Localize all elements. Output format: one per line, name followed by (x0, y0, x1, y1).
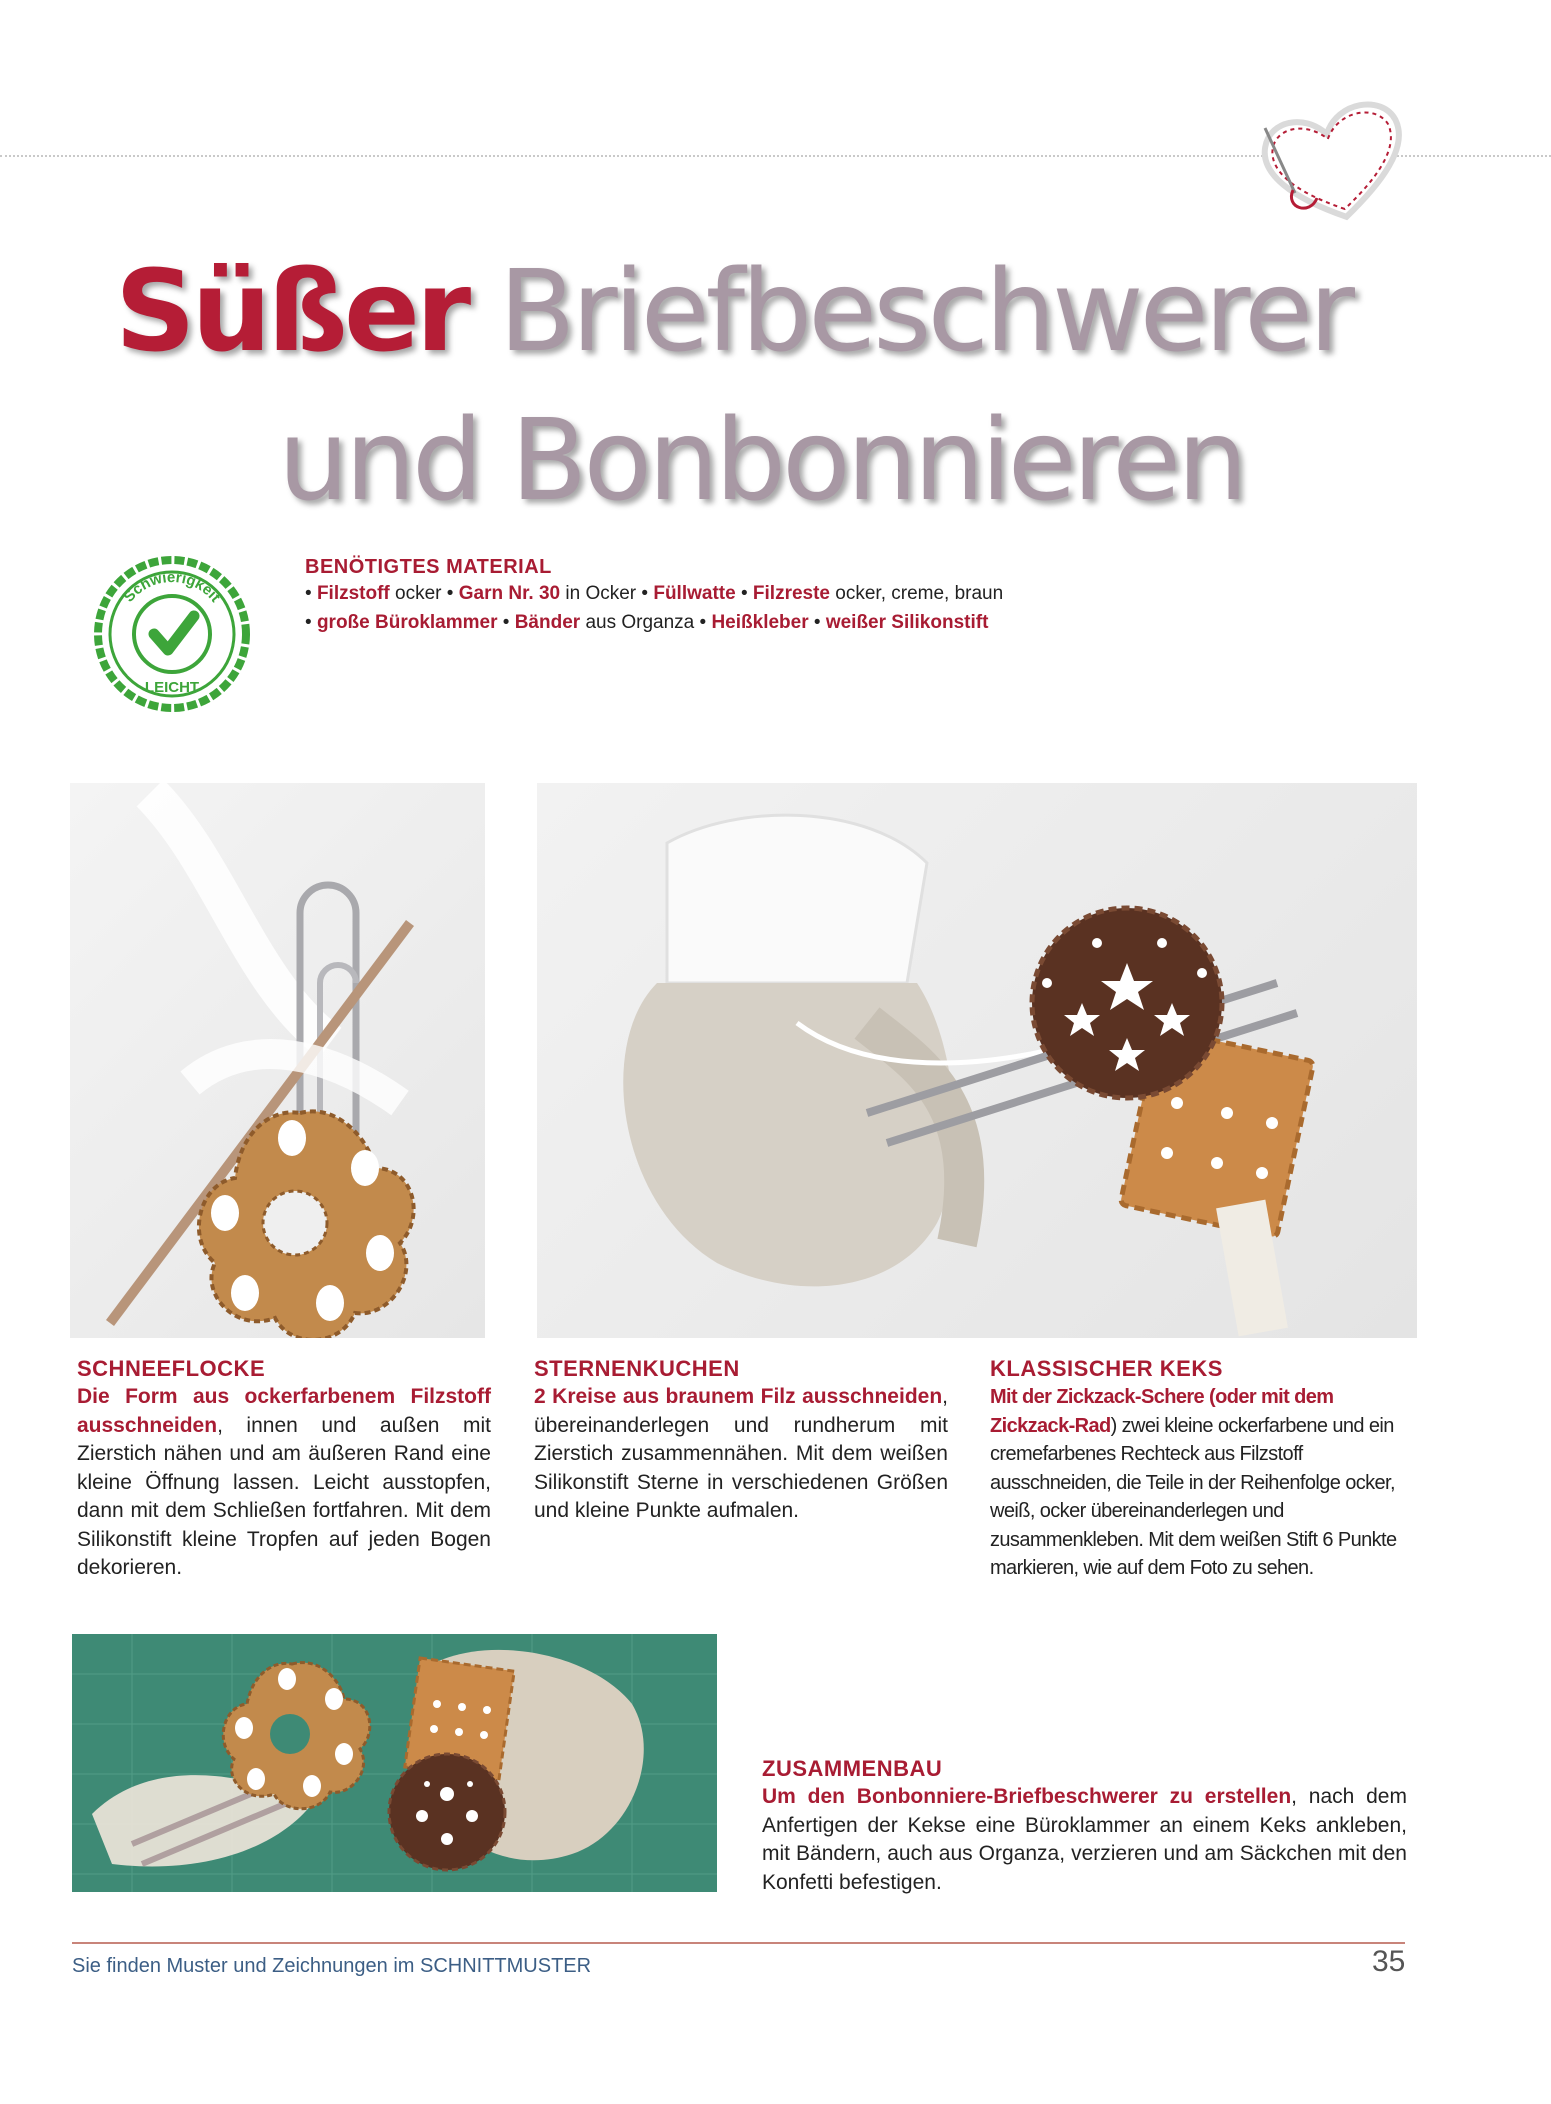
heart-needle-icon (1255, 98, 1415, 228)
sternenkuchen-heading: STERNENKUCHEN (534, 1356, 740, 1381)
material-line2-segment: aus Organza • (580, 612, 712, 633)
material-line2-segment: Heißkleber (711, 612, 809, 633)
material-line1-segment: Füllwatte (653, 583, 736, 604)
material-line1-segment: Garn Nr. 30 (458, 583, 561, 604)
material-line-2 (305, 608, 1455, 637)
keks-heading: KLASSISCHER KEKS (990, 1356, 1223, 1381)
section-klassischer-keks (990, 1355, 1408, 1583)
page-title-line-2: und Bonbonnieren (278, 396, 1245, 526)
material-line2-segment: Bänder (514, 612, 581, 633)
schneeflocke-body: , innen und außen mit Zierstich nähen und am äußeren Rand eine kleine Öffnung lassen. Leicht ausstopfen, dann mit dem Schließen fortfahren. Mit dem Silikonstift kleine Tropfen auf jeden Bogen dekorieren. (77, 1413, 491, 1579)
schneeflocke-text (77, 1383, 491, 1583)
section-zusammenbau (762, 1755, 1407, 1897)
title-word-grey: Briefbeschwerer (498, 247, 1352, 377)
material-line2-segment: große Büroklammer (316, 612, 498, 633)
page-number: 35 (1372, 1945, 1406, 1978)
material-line1-segment: in Ocker • (560, 583, 654, 604)
zusammenbau-lead: Um den Bonbonniere-Briefbeschwerer zu erstellen (762, 1785, 1292, 1808)
material-line2-segment: • (808, 612, 826, 633)
stamp-top-text: Schwierigkeit (120, 568, 224, 606)
section-schneeflocke (77, 1355, 491, 1583)
schneeflocke-lead: Die Form aus ockerfarbenem Filzstoff ausschneiden (77, 1385, 491, 1437)
material-heading: BENÖTIGTES MATERIAL (305, 556, 552, 578)
checkmark-icon (154, 616, 194, 650)
material-line-1 (305, 579, 1455, 608)
material-block (305, 556, 1455, 637)
keks-lead: Mit der Zickzack-Schere (oder mit dem Zickzack-Rad (990, 1386, 1334, 1437)
zusammenbau-body: , nach dem Anfertigen der Kekse eine Büroklammer an einem Keks ankleben, mit Bändern, auch aus Organza, verzieren und am Säckchen mit den Konfetti befestigen. (762, 1785, 1407, 1894)
stamp-bottom-text: LEICHT (144, 679, 200, 696)
title-word-red: Süßer (115, 247, 468, 377)
keks-body: ) zwei kleine ockerfarbene und ein cremefarbenes Rechteck aus Filzstoff ausschneiden, die Teile in der Reihenfolge ocker, weiß, ocker übereinanderlegen und zusammenkleben. Mit dem weißen Stift 6 Punkte markieren, wie auf dem Foto zu sehen. (990, 1414, 1397, 1579)
material-line1-segment: Filzstoff (316, 583, 390, 604)
material-line2-segment: • (497, 612, 515, 633)
photo-zusammenbau (72, 1634, 717, 1892)
section-sternenkuchen (534, 1355, 948, 1526)
sternenkuchen-lead: 2 Kreise aus braunem Filz ausschneiden (534, 1385, 943, 1408)
page-title-line-1 (115, 247, 1352, 377)
material-line1-segment: ocker, creme, braun (830, 583, 1004, 604)
material-line2-segment: • (305, 612, 317, 633)
zusammenbau-heading: ZUSAMMENBAU (762, 1756, 943, 1781)
material-line1-segment: • (305, 583, 317, 604)
footer-rule (72, 1942, 1405, 1944)
schneeflocke-heading: SCHNEEFLOCKE (77, 1356, 266, 1381)
footer-text: Sie finden Muster und Zeichnungen im SCHNITTMUSTER (72, 1955, 592, 1977)
material-line1-segment: ocker • (389, 583, 459, 604)
material-line1-segment: • (735, 583, 753, 604)
keks-text (990, 1383, 1408, 1583)
zusammenbau-text (762, 1783, 1407, 1897)
material-line2-segment: weißer Silikonstift (825, 612, 989, 633)
sternenkuchen-body: , übereinanderlegen und rundherum mit Zierstich zusammennähen. Mit dem weißen Silikonstift Sterne in verschiedenen Größen und kleine Punkte aufmalen. (534, 1385, 948, 1522)
material-line1-segment: Filzreste (752, 583, 830, 604)
photo-bonbonniere (537, 783, 1417, 1338)
sternenkuchen-text (534, 1383, 948, 1526)
photo-schneeflocke (70, 783, 485, 1338)
difficulty-stamp (90, 552, 254, 716)
